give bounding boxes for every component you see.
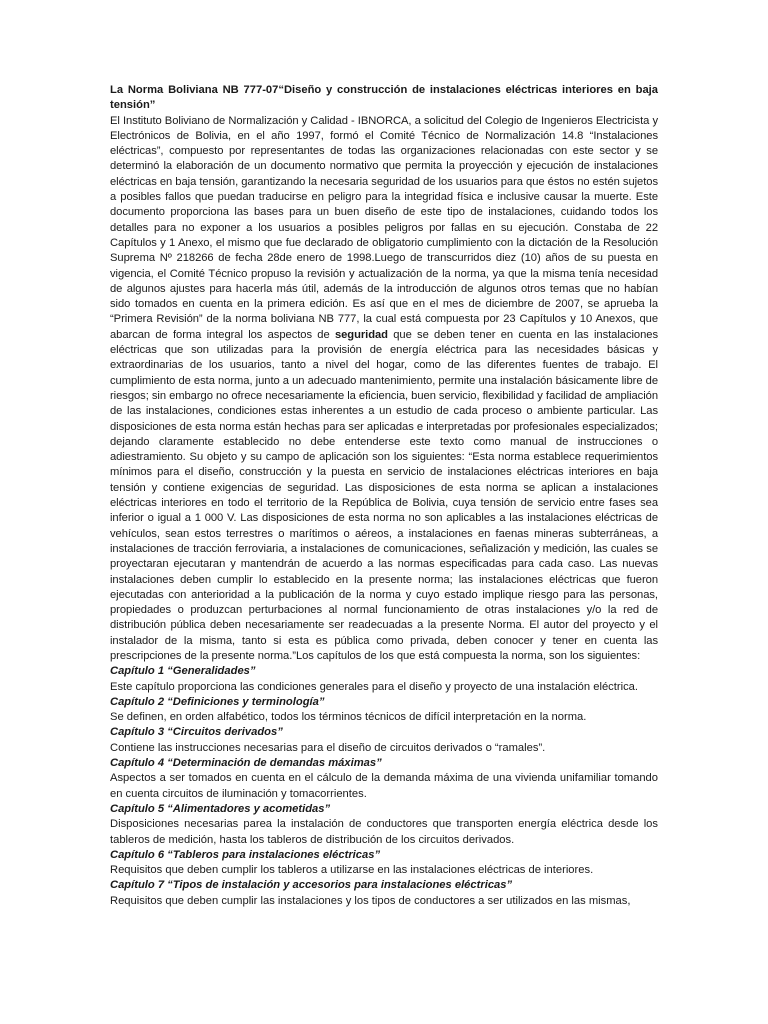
chapter-heading: Capítulo 4 “Determinación de demandas máximas” (110, 757, 382, 770)
intro-text-start: El Instituto Boliviano de Normalización y Calidad - IBNORCA, a solicitud del Colegio de Ingenieros Electricista y Electrónicos de Bolivia, en el año 1997, formó el Comité Técnico de Normalización 14.8 “Instalaciones eléctricas”, compuesto por representantes de todas las organizaciones relacionadas con este sector y se determinó la elaboración de un documento normativo que permita la proyección y ejecución de instalaciones eléctricas en baja tensión, garantizando la necesaria seguridad de los usuarios para que éstos no estén sujetos a posibles fallos que puedan traducirse en peligro para la integridad física e inclusive causar la muerte. Este documento proporciona las bases para un buen diseño de este tipo de instalaciones, cuidando todos los detalles para no exponer a los usuarios a posibles peligros por fallas en su ejecución. Constaba de 22 Capítulos y 1 Anexo, el mismo que fue declarado de obligatorio cumplimiento con la dictación de la Resolución Suprema Nº 218266 de fecha 28de enero de 1998.Luego de transcurridos diez (10) años de su puesta en vigencia, el Comité Técnico propuso la revisión y actualización de la norma, ya que la misma tenía necesidad de algunos ajustes para hacerla más útil, además de la introducción de algunos otros temas que no habían sido tomados en cuenta en la primera edición. Es así que en el mes de diciembre de 2007, se aprueba la “Primera Revisión” de la norma boliviana NB 777, la cual está compuesta por 23 Capítulos y 10 Anexos, que abarcan de forma integral los aspectos de (110, 114, 658, 341)
chapter-description: Se definen, en orden alfabético, todos los términos técnicos de difícil interpretación en la norma. (110, 711, 587, 724)
chapter-4 (110, 756, 658, 802)
chapter-description: Requisitos que deben cumplir las instalaciones y los tipos de conductores a ser utilizados en las mismas, (110, 894, 631, 907)
document-page (110, 83, 658, 909)
chapter-heading: Capítulo 7 “Tipos de instalación y accesorios para instalaciones eléctricas” (110, 879, 513, 892)
intro-text-end: que se deben tener en cuenta en las instalaciones eléctricas que son utilizadas para la provisión de energía eléctrica para las necesidades básicas y extraordinarias de los usuarios, tanto a nivel del hogar, como de las diferentes fuentes de trabajo. El cumplimiento de esta norma, junto a un adecuado mantenimiento, permite una instalación básicamente libre de riesgos; sin embargo no ofrece necesariamente la eficiencia, buen servicio, flexibilidad y facilidad de ampliación de las instalaciones, condiciones estas inherentes a un estudio de cada proceso o ambiente particular. Las disposiciones de esta norma están hechas para ser aplicadas e interpretadas por profesionales especializados; dejando claramente establecido no debe entenderse este texto como manual de instrucciones o adiestramiento. Su objeto y su campo de aplicación son los siguientes: “Esta norma establece requerimientos mínimos para el diseño, construcción y la puesta en servicio de instalaciones eléctricas interiores en baja tensión y contiene exigencias de seguridad. Las disposiciones de esta norma se aplican a instalaciones eléctricas interiores en todo el territorio de la República de Bolivia, cuya tensión de servicio entre fases sea inferior o igual a 1 000 V. Las disposiciones de esta norma no son aplicables a las instalaciones eléctricas de vehículos, sean estos terrestres o marítimos o aéreos, a instalaciones en faenas mineras subterráneas, a instalaciones de tracción ferroviaria, a instalaciones de comunicaciones, señalización y medición, las cuales se proyectaran ejecutaran y mantendrán de acuerdo a las normas especificadas para cada caso. Las nuevas instalaciones deben cumplir lo establecido en la presente norma; las instalaciones eléctricas que fueron ejecutadas con anterioridad a la publicación de la norma y cuyo estado implique riesgo para las personas, propiedades o produzcan perturbaciones al normal funcionamiento de otras instalaciones y/o la red de distribución pública deben necesariamente ser readecuadas a la presente Norma. El autor del proyecto y el instalador de la misma, tanto si esta es pública como privada, deben conocer y tener en cuenta las prescripciones de la presente norma.”Los capítulos de los que está compuesta la norma, son los siguientes: (110, 328, 658, 662)
chapter-3 (110, 725, 658, 756)
chapter-list (110, 664, 658, 909)
chapter-6 (110, 848, 658, 879)
chapter-2 (110, 695, 658, 726)
chapter-description: Disposiciones necesarias parea la instalación de conductores que transporten energía eléctrica desde los tableros de medición, hasta los tableros de distribución de los circuitos derivados. (110, 818, 658, 846)
chapter-heading: Capítulo 2 “Definiciones y terminología” (110, 695, 325, 708)
chapter-7 (110, 878, 658, 909)
chapter-5 (110, 802, 658, 848)
chapter-description: Aspectos a ser tomados en cuenta en el cálculo de la demanda máxima de una vivienda unifamiliar tomando en cuenta circuitos de iluminación y tomacorrientes. (110, 772, 658, 800)
chapter-heading: Capítulo 3 “Circuitos derivados” (110, 726, 283, 739)
document-title: La Norma Boliviana NB 777-07“Diseño y construcción de instalaciones eléctricas interiores en baja tensión” (110, 84, 658, 112)
chapter-heading: Capítulo 1 “Generalidades” (110, 665, 256, 678)
chapter-description: Este capítulo proporciona las condiciones generales para el diseño y proyecto de una instalación eléctrica. (110, 680, 638, 693)
intro-paragraph (110, 114, 658, 665)
chapter-1 (110, 664, 658, 695)
chapter-heading: Capítulo 6 “Tableros para instalaciones eléctricas” (110, 848, 381, 861)
chapter-description: Requisitos que deben cumplir los tableros a utilizarse en las instalaciones eléctricas de interiores. (110, 864, 594, 877)
chapter-heading: Capítulo 5 “Alimentadores y acometidas” (110, 802, 331, 815)
chapter-description: Contiene las instrucciones necesarias para el diseño de circuitos derivados o “ramales”. (110, 741, 546, 754)
intro-bold-word: seguridad (334, 328, 388, 341)
